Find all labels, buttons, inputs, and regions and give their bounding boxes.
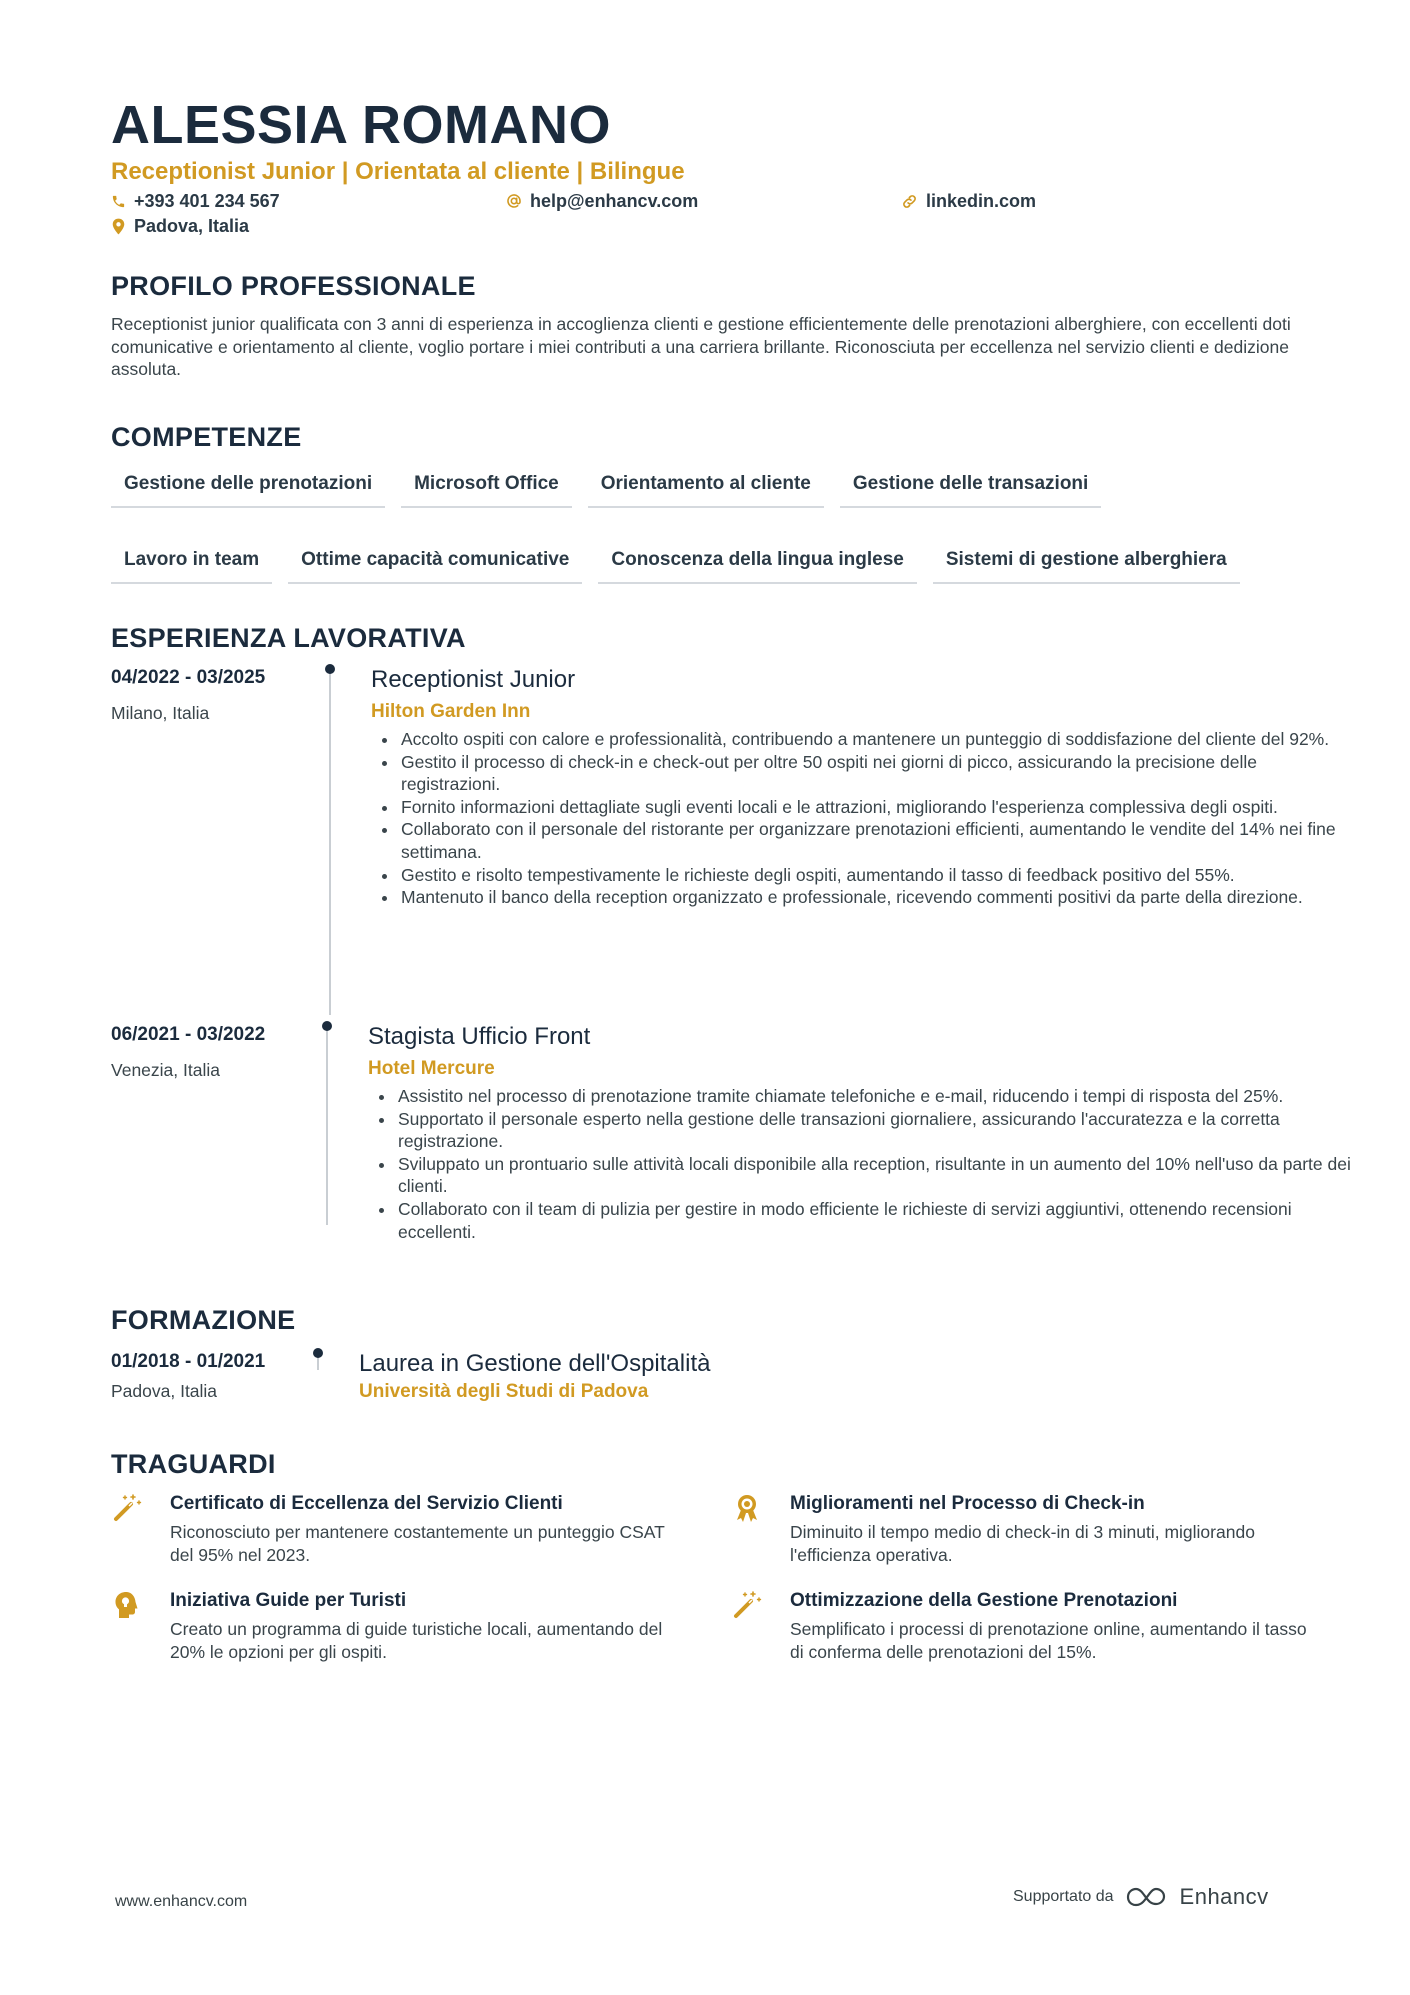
section-title-education: FORMAZIONE <box>111 1305 296 1335</box>
location-pin-icon <box>111 218 126 235</box>
achievement-title: Iniziativa Guide per Turisti <box>170 1590 407 1611</box>
location-text: Padova, Italia <box>134 216 250 236</box>
candidate-name: ALESSIA ROMANO <box>111 95 612 155</box>
job-location: Milano, Italia <box>111 703 210 723</box>
timeline-dot <box>322 1021 332 1031</box>
skill-tag: Microsoft Office <box>401 466 572 508</box>
magic-wand-icon <box>111 1492 143 1524</box>
skill-tag: Gestione delle transazioni <box>840 466 1101 508</box>
achievement-desc: Riconosciuto per mantenere costantemente un punteggio CSAT del 95% nel 2023. <box>170 1522 665 1565</box>
powered-by-text: Supportato da <box>1013 1888 1114 1905</box>
job-company: Hotel Mercure <box>368 1058 495 1079</box>
profile-summary: Receptionist junior qualificata con 3 anni di esperienza in accoglienza clienti e gestione efficientemente delle prenotazioni alberghiere, con eccellenti doti comunicative e orientamento al cliente, voglio portare i miei contributi a una carriera brillante. Riconosciuta per eccellenza nel servizio clienti e dedizione assoluta. <box>111 314 1291 379</box>
job-bullets <box>368 1085 1351 1243</box>
contact-location <box>111 215 249 237</box>
skill-tag: Ottime capacità comunicative <box>288 542 582 584</box>
section-title-achievements: TRAGUARDI <box>111 1449 276 1479</box>
list-item: • Collaborato con il team di pulizia per gestire in modo efficiente le richieste di servizi aggiuntivi, ottenendo recensioni eccellenti. <box>396 1198 1351 1243</box>
job-role: Stagista Ufficio Front <box>368 1023 591 1050</box>
timeline-dot <box>313 1348 323 1358</box>
list-item: • Accolto ospiti con calore e professionalità, contribuendo a mantenere un punteggio di soddisfazione del cliente del 92%. <box>399 728 1354 751</box>
section-title-experience: ESPERIENZA LAVORATIVA <box>111 623 466 653</box>
job-location: Venezia, Italia <box>111 1060 220 1080</box>
list-item: • Fornito informazioni dettagliate sugli eventi locali e le attrazioni, migliorando l'esperienza complessiva degli ospiti. <box>399 796 1354 819</box>
enhancv-logo-icon <box>1124 1884 1170 1910</box>
award-ribbon-icon <box>731 1492 763 1524</box>
achievement-title: Miglioramenti nel Processo di Check-in <box>790 1493 1145 1514</box>
list-item: • Mantenuto il banco della reception organizzato e professionale, ricevendo commenti positivi da parte della direzione. <box>399 886 1354 909</box>
footer-branding <box>1013 1884 1269 1910</box>
timeline-line <box>329 668 331 1015</box>
email-text[interactable]: help@enhancv.com <box>530 191 699 211</box>
job-dates: 04/2022 - 03/2025 <box>111 667 266 688</box>
job-dates: 06/2021 - 03/2022 <box>111 1024 266 1045</box>
education-location: Padova, Italia <box>111 1381 218 1401</box>
list-item: • Supportato il personale esperto nella gestione delle transazioni giornaliere, assicurando l'accuratezza e la corretta registrazione. <box>396 1108 1351 1153</box>
headline: Receptionist Junior | Orientata al cliente | Bilingue <box>111 158 685 185</box>
list-item: • Sviluppato un prontuario sulle attività locali disponibile alla reception, risultante in un aumento del 10% nell'uso da parte dei clienti. <box>396 1153 1351 1198</box>
list-item: • Gestito il processo di check-in e check-out per oltre 50 ospiti nei giorni di picco, assicurando la precisione delle registrazioni. <box>399 751 1354 796</box>
at-icon <box>506 193 522 209</box>
skill-tag: Conoscenza della lingua inglese <box>598 542 916 584</box>
achievement-title: Ottimizzazione della Gestione Prenotazioni <box>790 1590 1178 1611</box>
contact-phone <box>111 190 280 212</box>
list-item: • Gestito e risolto tempestivamente le richieste degli ospiti, aumentando il tasso di feedback positivo del 55%. <box>399 864 1354 887</box>
education-degree: Laurea in Gestione dell'Ospitalità <box>359 1350 711 1377</box>
phone-text[interactable]: +393 401 234 567 <box>134 191 280 211</box>
contact-linkedin <box>901 190 1036 212</box>
education-school: Università degli Studi di Padova <box>359 1381 649 1402</box>
achievement-title: Certificato di Eccellenza del Servizio Clienti <box>170 1493 563 1514</box>
list-item: • Collaborato con il personale del ristorante per organizzare prenotazioni efficienti, aumentando le vendite del 14% nei fine settimana. <box>399 818 1354 863</box>
footer-website[interactable]: www.enhancv.com <box>115 1893 248 1910</box>
section-title-profile: PROFILO PROFESSIONALE <box>111 271 476 301</box>
magic-wand-icon <box>731 1589 763 1621</box>
phone-icon <box>111 194 126 209</box>
linkedin-text[interactable]: linkedin.com <box>926 191 1037 211</box>
skill-tag: Lavoro in team <box>111 542 272 584</box>
job-company: Hilton Garden Inn <box>371 701 531 722</box>
achievement-desc: Diminuito il tempo medio di check-in di 3 minuti, migliorando l'efficienza operativa. <box>790 1522 1255 1565</box>
contact-email <box>506 190 698 212</box>
skill-tag: Orientamento al cliente <box>588 466 824 508</box>
education-dates: 01/2018 - 01/2021 <box>111 1351 266 1372</box>
skill-tag: Gestione delle prenotazioni <box>111 466 385 508</box>
skill-tag: Sistemi di gestione alberghiera <box>933 542 1240 584</box>
list-item: • Assistito nel processo di prenotazione tramite chiamate telefoniche e e-mail, riducendo i tempi di risposta del 25%. <box>396 1085 1351 1108</box>
job-bullets <box>371 728 1354 909</box>
brand-name: Enhancv <box>1179 1884 1269 1909</box>
timeline-dot <box>325 664 335 674</box>
link-icon <box>901 193 918 210</box>
head-lightbulb-icon <box>111 1589 143 1621</box>
achievement-desc: Semplificato i processi di prenotazione online, aumentando il tasso di conferma delle prenotazioni del 15%. <box>790 1619 1307 1662</box>
skills-list <box>111 466 1361 584</box>
job-role: Receptionist Junior <box>371 666 576 693</box>
timeline-line <box>326 1025 328 1225</box>
section-title-skills: COMPETENZE <box>111 422 302 452</box>
achievement-desc: Creato un programma di guide turistiche locali, aumentando del 20% le opzioni per gli ospiti. <box>170 1619 663 1662</box>
